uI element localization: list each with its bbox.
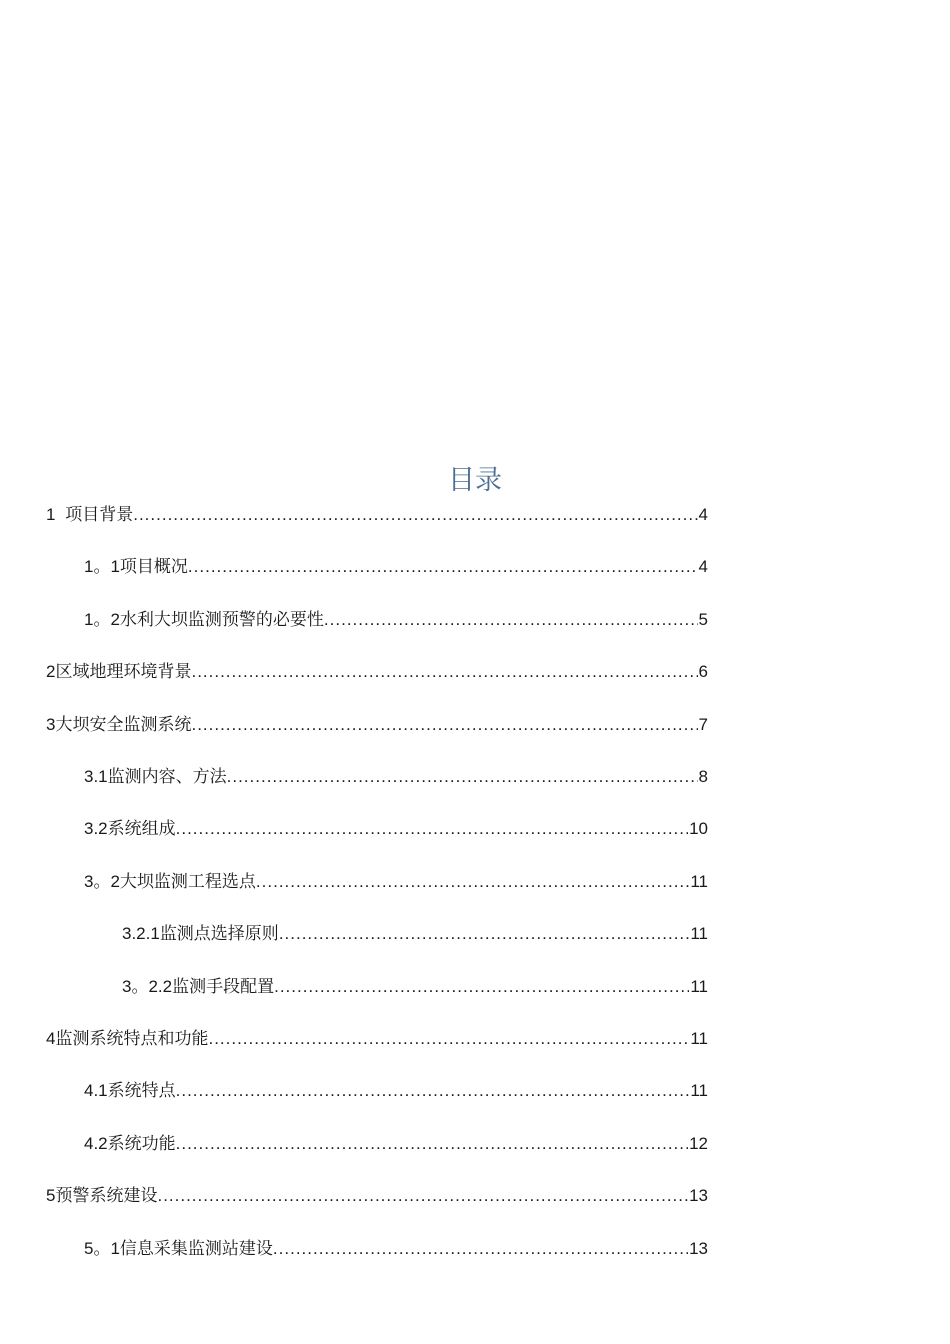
toc-entry-page: 6	[698, 662, 708, 682]
toc-entry-leader	[227, 762, 698, 792]
toc-entry-number: 4.1	[84, 1081, 108, 1101]
toc-entry-leader	[188, 552, 698, 582]
toc-entry[interactable]	[84, 1129, 708, 1159]
toc-entry-text: 监测系统特点和功能	[55, 1029, 209, 1049]
toc-entry-number: 4.2	[84, 1133, 108, 1153]
toc-entry-number: 2	[46, 662, 56, 682]
toc-entry-page: 5	[698, 609, 708, 629]
toc-entry-leader	[191, 657, 697, 687]
toc-entry-text: 预警系统建设	[55, 1186, 158, 1207]
toc-entry-number: 3.2.1	[122, 924, 160, 944]
toc-entry[interactable]	[84, 1234, 708, 1264]
toc-entry[interactable]	[84, 552, 708, 582]
toc-entry[interactable]	[84, 867, 708, 897]
toc-entry-number: 3.2	[84, 819, 108, 839]
toc-entry-page: 11	[690, 924, 708, 944]
toc-entry[interactable]	[84, 1076, 708, 1106]
toc-entry-leader	[176, 1076, 690, 1106]
toc-entry-number: 5	[46, 1186, 56, 1206]
toc-entry[interactable]	[46, 500, 708, 530]
toc-entry[interactable]	[84, 762, 708, 792]
toc-entry-page: 13	[689, 1186, 708, 1206]
toc-entry-leader	[176, 814, 688, 844]
toc-entry-number: 3。2	[84, 871, 120, 891]
toc-entry-text: 监测手段配置	[172, 976, 275, 997]
toc-entry[interactable]	[46, 1024, 708, 1054]
toc-entry-page: 7	[698, 714, 708, 734]
toc-entry[interactable]	[46, 1181, 708, 1211]
toc-entry-leader	[157, 1181, 688, 1211]
toc-entry-leader	[324, 605, 698, 635]
toc-title: 目录	[448, 465, 502, 496]
toc-entry-page: 8	[698, 767, 708, 786]
toc-entry[interactable]	[46, 657, 708, 687]
toc-entry-page: 10	[689, 819, 708, 839]
toc-entry-text: 区域地理环境背景	[55, 662, 192, 683]
toc-entry[interactable]	[122, 972, 708, 1002]
toc-entry-text: 系统功能	[107, 1133, 176, 1154]
toc-entry[interactable]	[122, 919, 708, 949]
toc-entry-leader	[273, 1234, 688, 1264]
toc-entry-page: 4	[698, 557, 708, 577]
toc-entry-text: 信息采集监测站建设	[119, 1238, 273, 1259]
toc-entry-page: 13	[689, 1238, 708, 1258]
toc-entry-leader	[176, 1129, 688, 1159]
toc-entry[interactable]	[46, 710, 708, 740]
toc-entry-number: 3	[46, 714, 56, 734]
toc-entry-leader	[191, 710, 697, 740]
toc-entry-text: 水利大坝监测预警的必要性	[119, 609, 324, 630]
toc-entry-text: 项目概况	[119, 557, 188, 578]
toc-entry-text: 监测点选择原则	[159, 924, 279, 945]
toc-entry-text: 系统组成	[107, 819, 176, 840]
toc-entry-text: 监测内容、方法	[107, 767, 227, 787]
toc-entry-leader	[256, 867, 689, 897]
toc-entry-number: 1。1	[84, 557, 120, 577]
toc-entry-number: 1。2	[84, 609, 120, 629]
toc-entry-leader	[133, 500, 697, 530]
toc-entry-text: 大坝安全监测系统	[55, 714, 192, 735]
toc-entry-page: 11	[690, 871, 708, 891]
toc-entry-page: 12	[689, 1133, 708, 1153]
toc-entry-number: 1	[46, 505, 56, 524]
toc-entry[interactable]	[84, 605, 708, 635]
toc-entry-page: 11	[690, 976, 708, 996]
toc-entry[interactable]	[84, 814, 708, 844]
toc-entry-number: 3。2.2	[122, 976, 173, 996]
toc-entry-page: 11	[690, 1081, 708, 1101]
toc-entry-leader	[279, 919, 690, 949]
toc-entry-number: 3.1	[84, 767, 108, 786]
toc-entry-leader	[274, 972, 689, 1002]
toc-entry-page: 4	[698, 505, 708, 524]
toc-entry-number: 4	[46, 1029, 56, 1048]
toc-entry-number: 5。1	[84, 1238, 120, 1258]
toc-entry-text: 大坝监测工程选点	[119, 871, 256, 892]
toc-entry-text: 项目背景	[65, 505, 134, 525]
toc-entry-page: 11	[690, 1029, 708, 1048]
toc-entry-text: 系统特点	[107, 1081, 176, 1102]
toc-entry-leader	[208, 1024, 689, 1054]
